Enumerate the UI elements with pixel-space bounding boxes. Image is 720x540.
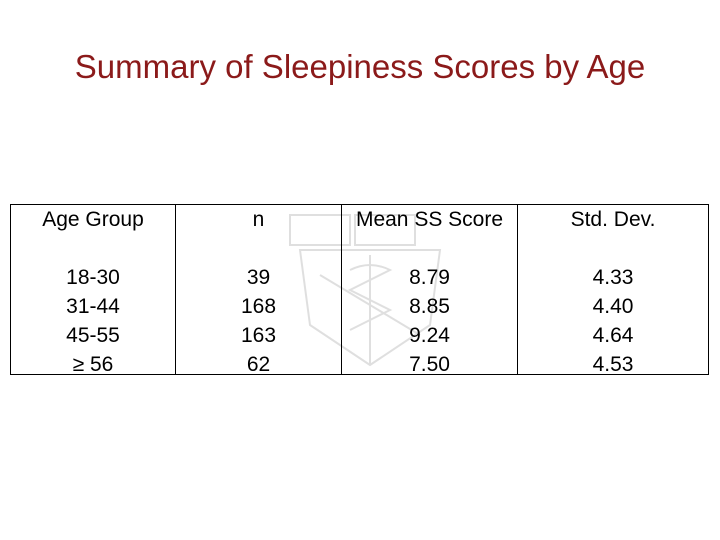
sleepiness-table bbox=[10, 204, 709, 375]
table-cell: 168 bbox=[240, 295, 277, 318]
table-cell: 8.85 bbox=[409, 295, 450, 318]
table-cell: 18-30 bbox=[66, 266, 120, 289]
column-age-group bbox=[11, 205, 176, 374]
table-cell: ≥ 56 bbox=[72, 353, 114, 376]
header-n: n bbox=[252, 208, 265, 231]
table-cell: 4.33 bbox=[592, 266, 634, 289]
table-cell: 4.53 bbox=[592, 353, 634, 376]
table-cell: 9.24 bbox=[409, 324, 450, 347]
slide-title: Summary of Sleepiness Scores by Age bbox=[74, 48, 646, 85]
table-cell: 7.50 bbox=[409, 353, 450, 376]
table-cell: 62 bbox=[246, 353, 271, 376]
table-cell: 45-55 bbox=[66, 324, 120, 347]
table-cell: 31-44 bbox=[66, 295, 120, 318]
table-cell: 163 bbox=[240, 324, 277, 347]
table-cell: 39 bbox=[246, 266, 271, 289]
header-age-group: Age Group bbox=[42, 208, 144, 231]
table-cell: 8.79 bbox=[409, 266, 450, 289]
table-cell: 4.64 bbox=[592, 324, 634, 347]
column-mean-ss-score bbox=[342, 205, 518, 374]
header-std-dev: Std. Dev. bbox=[570, 208, 656, 231]
header-mean-ss-score: Mean SS Score bbox=[355, 208, 504, 231]
table-cell: 4.40 bbox=[592, 295, 634, 318]
column-std-dev bbox=[518, 205, 708, 374]
column-n bbox=[176, 205, 342, 374]
